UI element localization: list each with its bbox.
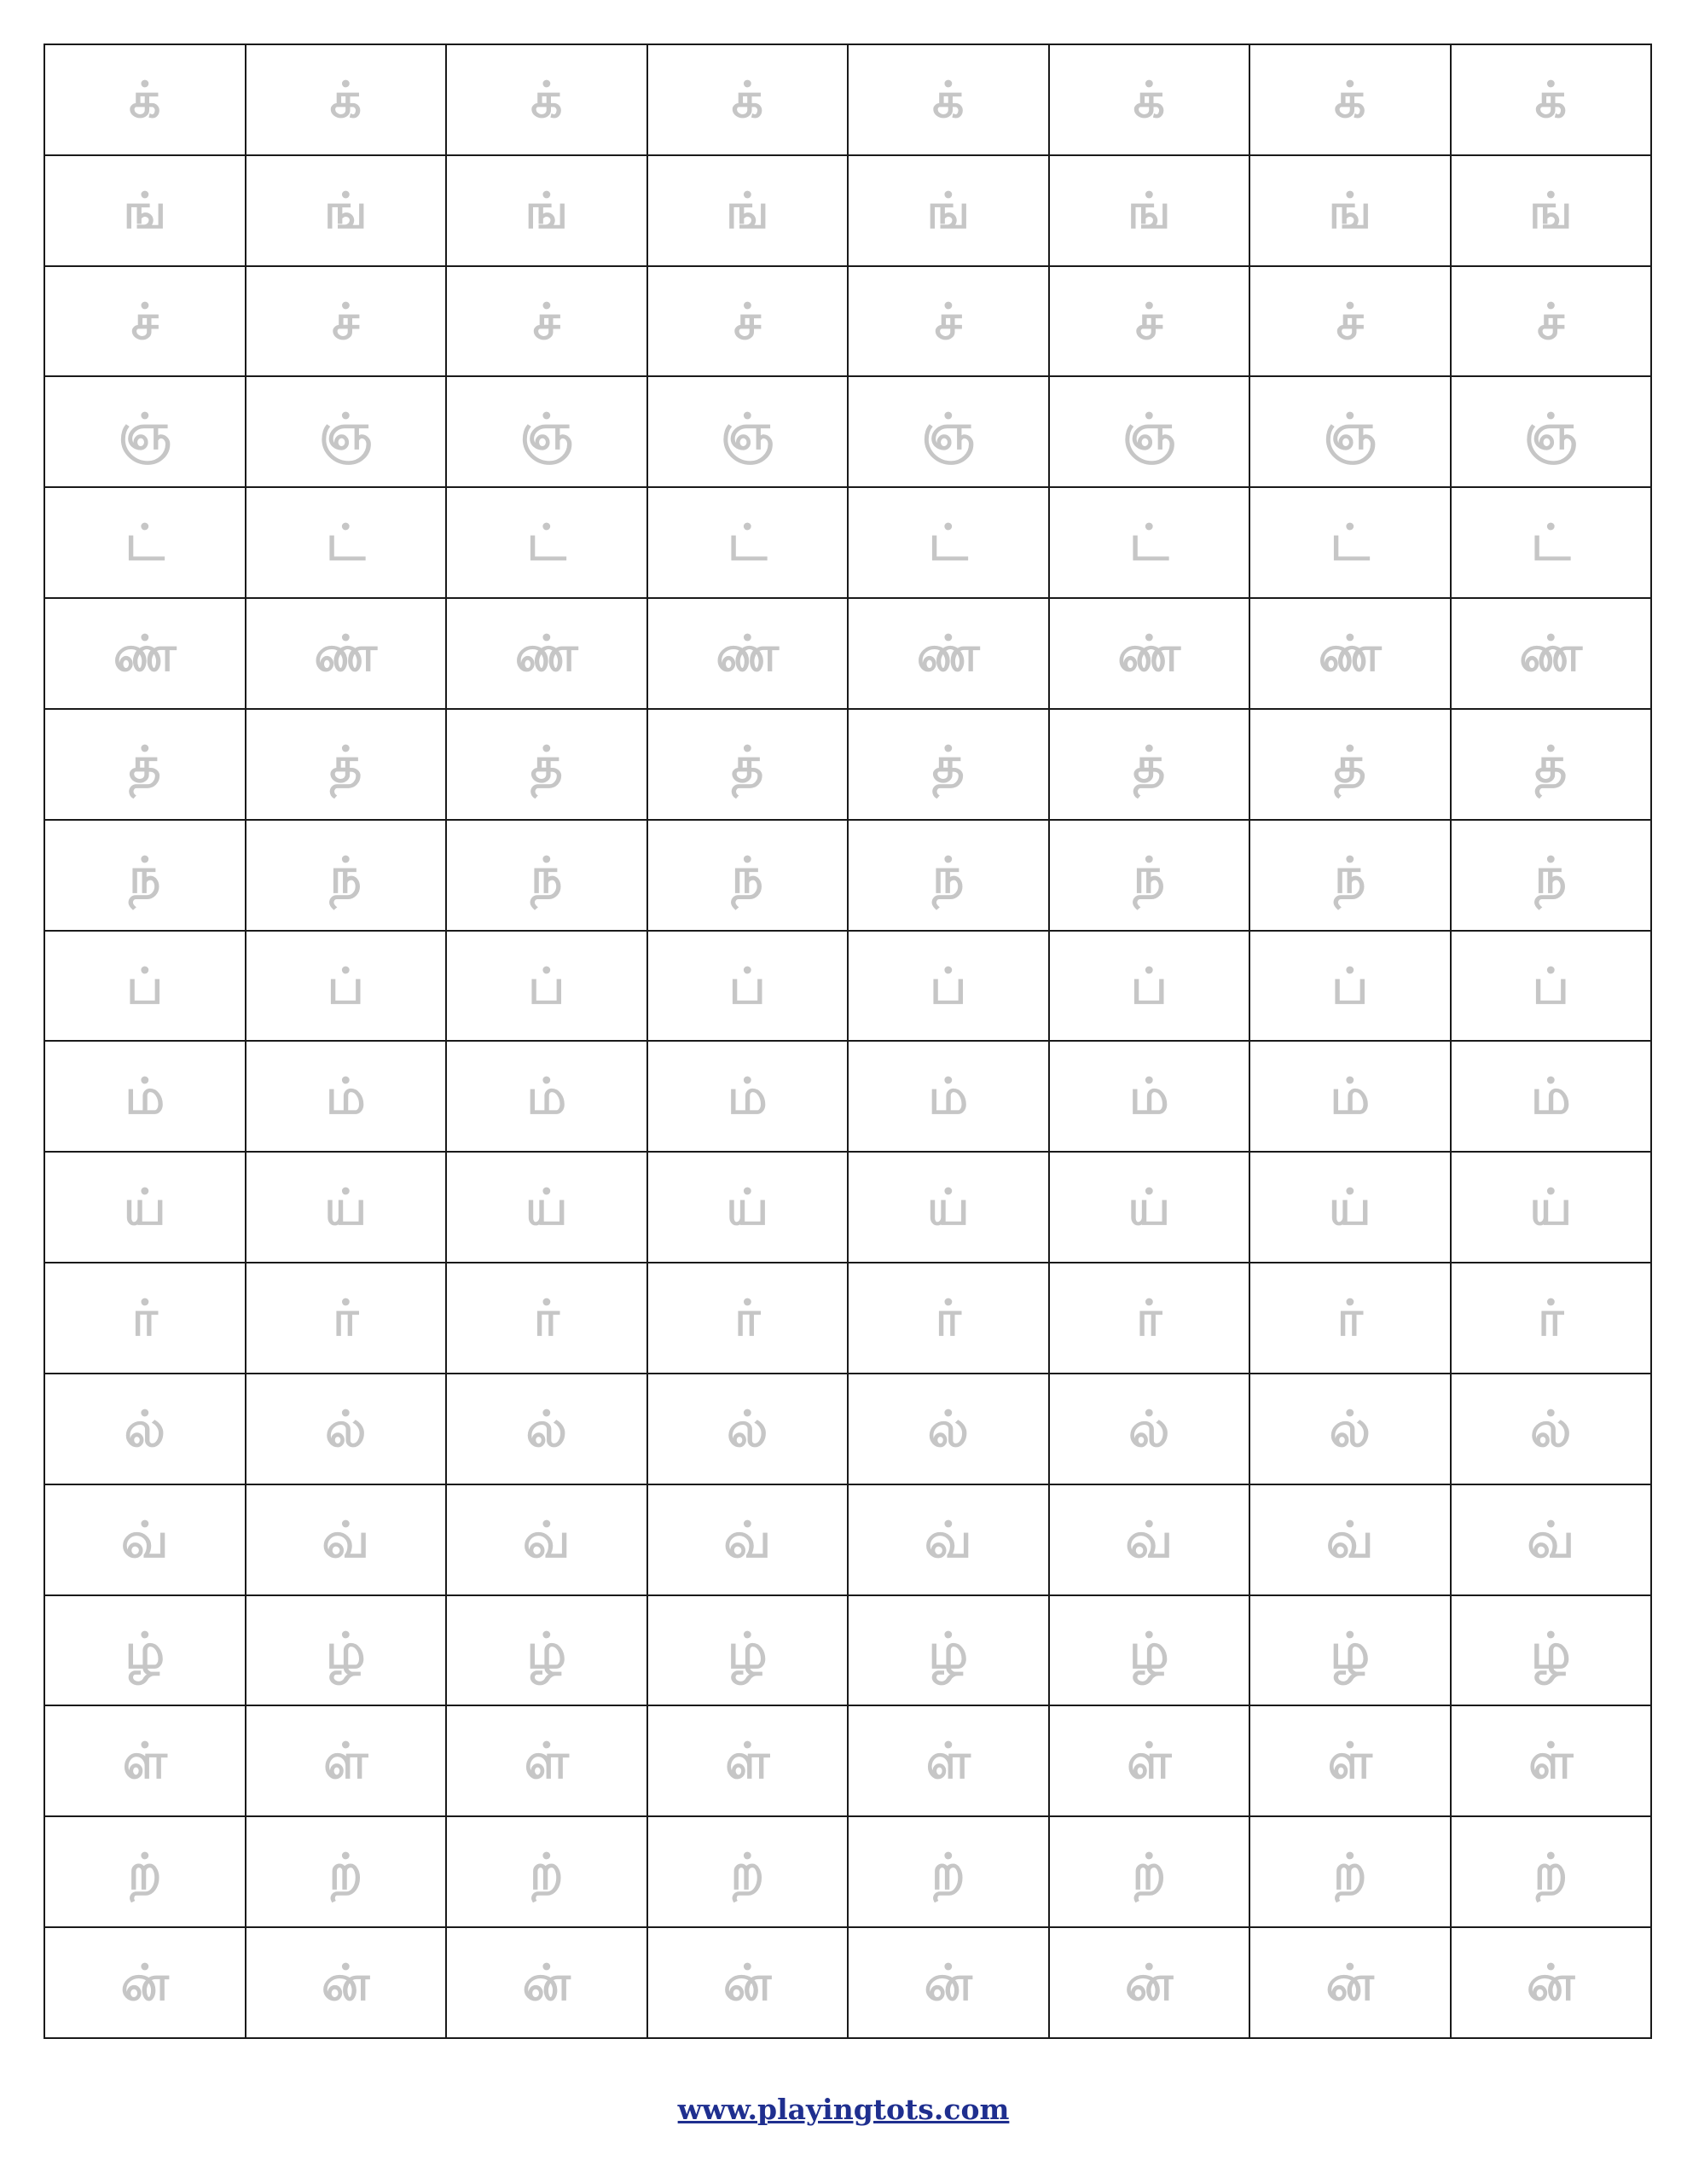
tracing-letter-cell: ர்	[1451, 1263, 1652, 1374]
tracing-letter-cell: த்	[1249, 709, 1451, 820]
tracing-letter-cell: க்	[1249, 44, 1451, 155]
tracing-letter-cell: ர்	[647, 1263, 849, 1374]
worksheet-row	[44, 1927, 1651, 2038]
tracing-letter-cell: ப்	[44, 931, 246, 1042]
tracing-letter-cell: வ்	[44, 1484, 246, 1595]
tracing-letter-cell: ழ்	[446, 1595, 647, 1706]
tracing-letter-cell: த்	[647, 709, 849, 820]
tracing-letter-cell: ள்	[446, 1705, 647, 1816]
tracing-letter-cell: ப்	[1451, 931, 1652, 1042]
tracing-letter-cell: ந்	[1249, 820, 1451, 931]
worksheet-row	[44, 1041, 1651, 1152]
tracing-letter-cell: வ்	[647, 1484, 849, 1595]
tracing-letter-cell: க்	[44, 44, 246, 155]
tracing-letter-cell: ம்	[1049, 1041, 1250, 1152]
tracing-letter-cell: ட்	[1249, 487, 1451, 598]
tracing-letter-cell: ல்	[1451, 1374, 1652, 1484]
tracing-letter-cell: ய்	[848, 1152, 1049, 1263]
tracing-letter-cell: ர்	[246, 1263, 447, 1374]
tracing-letter-cell: ற்	[246, 1816, 447, 1927]
tracing-letter-cell: ங்	[446, 155, 647, 266]
tracing-letter-cell: ஞ்	[1451, 376, 1652, 487]
tracing-letter-cell: க்	[246, 44, 447, 155]
tracing-letter-cell: ட்	[1049, 487, 1250, 598]
tracing-letter-cell: ம்	[246, 1041, 447, 1152]
tracing-letter-cell: ச்	[246, 266, 447, 377]
tracing-letter-cell: ங்	[44, 155, 246, 266]
tracing-letter-cell: ண்	[647, 598, 849, 709]
tracing-letter-cell: ள்	[1451, 1705, 1652, 1816]
tracing-letter-cell: ள்	[44, 1705, 246, 1816]
tracing-letter-cell: ழ்	[1451, 1595, 1652, 1706]
worksheet-row	[44, 155, 1651, 266]
tracing-letter-cell: ச்	[848, 266, 1049, 377]
worksheet-row	[44, 376, 1651, 487]
tracing-letter-cell: க்	[848, 44, 1049, 155]
tracing-letter-cell: ப்	[848, 931, 1049, 1042]
tracing-letter-cell: ற்	[1049, 1816, 1250, 1927]
tracing-letter-cell: ஞ்	[848, 376, 1049, 487]
tracing-letter-cell: ழ்	[647, 1595, 849, 1706]
worksheet-row	[44, 1152, 1651, 1263]
tracing-letter-cell: த்	[446, 709, 647, 820]
tracing-letter-cell: ங்	[1451, 155, 1652, 266]
worksheet-row	[44, 820, 1651, 931]
tracing-letter-cell: ஞ்	[446, 376, 647, 487]
tracing-letter-cell: க்	[446, 44, 647, 155]
tracing-letter-cell: ல்	[647, 1374, 849, 1484]
tracing-letter-cell: ன்	[1049, 1927, 1250, 2038]
tracing-letter-cell: ழ்	[44, 1595, 246, 1706]
tracing-letter-cell: ங்	[246, 155, 447, 266]
tracing-letter-cell: ள்	[647, 1705, 849, 1816]
tracing-letter-cell: ல்	[246, 1374, 447, 1484]
tracing-letter-cell: ட்	[1451, 487, 1652, 598]
worksheet-row	[44, 709, 1651, 820]
tracing-letter-cell: ய்	[1049, 1152, 1250, 1263]
tracing-worksheet-grid	[43, 44, 1652, 2039]
tracing-letter-cell: ங்	[1049, 155, 1250, 266]
worksheet-row	[44, 1705, 1651, 1816]
tracing-letter-cell: ட்	[446, 487, 647, 598]
tracing-letter-cell: ன்	[647, 1927, 849, 2038]
worksheet-row	[44, 598, 1651, 709]
tracing-letter-cell: ழ்	[848, 1595, 1049, 1706]
tracing-letter-cell: ந்	[647, 820, 849, 931]
tracing-letter-cell: ம்	[1249, 1041, 1451, 1152]
tracing-letter-cell: ப்	[647, 931, 849, 1042]
tracing-letter-cell: ண்	[446, 598, 647, 709]
tracing-letter-cell: ன்	[1451, 1927, 1652, 2038]
tracing-letter-cell: ல்	[1249, 1374, 1451, 1484]
tracing-letter-cell: ர்	[848, 1263, 1049, 1374]
tracing-letter-cell: ய்	[1249, 1152, 1451, 1263]
tracing-letter-cell: ண்	[1451, 598, 1652, 709]
tracing-letter-cell: ர்	[1049, 1263, 1250, 1374]
tracing-letter-cell: ள்	[1049, 1705, 1250, 1816]
tracing-letter-cell: ன்	[446, 1927, 647, 2038]
tracing-letter-cell: ய்	[446, 1152, 647, 1263]
tracing-letter-cell: ஞ்	[647, 376, 849, 487]
tracing-letter-cell: ச்	[1451, 266, 1652, 377]
tracing-letter-cell: ப்	[246, 931, 447, 1042]
tracing-letter-cell: ச்	[647, 266, 849, 377]
tracing-letter-cell: ன்	[1249, 1927, 1451, 2038]
tracing-letter-cell: த்	[1049, 709, 1250, 820]
tracing-letter-cell: ற்	[446, 1816, 647, 1927]
tracing-letter-cell: ல்	[446, 1374, 647, 1484]
tracing-letter-cell: ர்	[1249, 1263, 1451, 1374]
tracing-letter-cell: ர்	[44, 1263, 246, 1374]
tracing-letter-cell: க்	[1049, 44, 1250, 155]
tracing-letter-cell: த்	[1451, 709, 1652, 820]
tracing-letter-cell: வ்	[246, 1484, 447, 1595]
worksheet-row	[44, 487, 1651, 598]
tracing-letter-cell: ங்	[848, 155, 1049, 266]
worksheet-row	[44, 44, 1651, 155]
tracing-letter-cell: ங்	[1249, 155, 1451, 266]
tracing-letter-cell: ற்	[1249, 1816, 1451, 1927]
tracing-letter-cell: ட்	[246, 487, 447, 598]
tracing-letter-cell: ற்	[44, 1816, 246, 1927]
tracing-letter-cell: ம்	[1451, 1041, 1652, 1152]
tracing-letter-cell: ன்	[848, 1927, 1049, 2038]
tracing-letter-cell: த்	[246, 709, 447, 820]
tracing-letter-cell: ர்	[446, 1263, 647, 1374]
tracing-letter-cell: ம்	[848, 1041, 1049, 1152]
website-link[interactable]: www.playingtots.com	[677, 2093, 1010, 2126]
tracing-letter-cell: ண்	[1249, 598, 1451, 709]
tracing-letter-cell: ச்	[1049, 266, 1250, 377]
tracing-letter-cell: ய்	[647, 1152, 849, 1263]
tracing-letter-cell: ஞ்	[246, 376, 447, 487]
tracing-letter-cell: ம்	[647, 1041, 849, 1152]
tracing-letter-cell: ழ்	[1049, 1595, 1250, 1706]
tracing-letter-cell: ழ்	[246, 1595, 447, 1706]
tracing-letter-cell: ம்	[446, 1041, 647, 1152]
tracing-letter-cell: ய்	[1451, 1152, 1652, 1263]
tracing-letter-cell: த்	[848, 709, 1049, 820]
tracing-letter-cell: ழ்	[1249, 1595, 1451, 1706]
tracing-letter-cell: ந்	[44, 820, 246, 931]
tracing-letter-cell: ந்	[1049, 820, 1250, 931]
tracing-letter-cell: ன்	[246, 1927, 447, 2038]
tracing-letter-cell: ப்	[1049, 931, 1250, 1042]
tracing-letter-cell: ஞ்	[1049, 376, 1250, 487]
tracing-letter-cell: க்	[1451, 44, 1652, 155]
tracing-letter-cell: வ்	[1451, 1484, 1652, 1595]
worksheet-row	[44, 931, 1651, 1042]
tracing-letter-cell: ப்	[1249, 931, 1451, 1042]
tracing-letter-cell: வ்	[1249, 1484, 1451, 1595]
tracing-letter-cell: ட்	[848, 487, 1049, 598]
tracing-letter-cell: ட்	[44, 487, 246, 598]
tracing-letter-cell: வ்	[1049, 1484, 1250, 1595]
tracing-letter-cell: ஞ்	[44, 376, 246, 487]
tracing-letter-cell: ய்	[44, 1152, 246, 1263]
tracing-letter-cell: ண்	[848, 598, 1049, 709]
tracing-letter-cell: ண்	[246, 598, 447, 709]
tracing-letter-cell: ங்	[647, 155, 849, 266]
worksheet-row	[44, 1263, 1651, 1374]
tracing-letter-cell: ண்	[44, 598, 246, 709]
tracing-letter-cell: க்	[647, 44, 849, 155]
tracing-letter-cell: ல்	[848, 1374, 1049, 1484]
tracing-letter-cell: ன்	[44, 1927, 246, 2038]
tracing-letter-cell: ம்	[44, 1041, 246, 1152]
tracing-letter-cell: ள்	[1249, 1705, 1451, 1816]
worksheet-rows	[44, 44, 1651, 2038]
tracing-letter-cell: ப்	[446, 931, 647, 1042]
worksheet-row	[44, 1374, 1651, 1484]
worksheet-row	[44, 266, 1651, 377]
tracing-letter-cell: ந்	[1451, 820, 1652, 931]
worksheet-row	[44, 1595, 1651, 1706]
tracing-letter-cell: ல்	[44, 1374, 246, 1484]
tracing-letter-cell: ள்	[246, 1705, 447, 1816]
worksheet-row	[44, 1816, 1651, 1927]
tracing-letter-cell: ந்	[446, 820, 647, 931]
tracing-letter-cell: ண்	[1049, 598, 1250, 709]
tracing-letter-cell: ற்	[647, 1816, 849, 1927]
worksheet-row	[44, 1484, 1651, 1595]
tracing-letter-cell: ந்	[246, 820, 447, 931]
tracing-letter-cell: ற்	[848, 1816, 1049, 1927]
tracing-letter-cell: ற்	[1451, 1816, 1652, 1927]
tracing-letter-cell: ச்	[1249, 266, 1451, 377]
tracing-letter-cell: ல்	[1049, 1374, 1250, 1484]
tracing-letter-cell: ட்	[647, 487, 849, 598]
tracing-letter-cell: ச்	[44, 266, 246, 377]
tracing-letter-cell: ள்	[848, 1705, 1049, 1816]
tracing-letter-cell: ய்	[246, 1152, 447, 1263]
tracing-letter-cell: ஞ்	[1249, 376, 1451, 487]
tracing-letter-cell: த்	[44, 709, 246, 820]
tracing-letter-cell: வ்	[848, 1484, 1049, 1595]
tracing-letter-cell: ந்	[848, 820, 1049, 931]
tracing-letter-cell: ச்	[446, 266, 647, 377]
tracing-letter-cell: வ்	[446, 1484, 647, 1595]
